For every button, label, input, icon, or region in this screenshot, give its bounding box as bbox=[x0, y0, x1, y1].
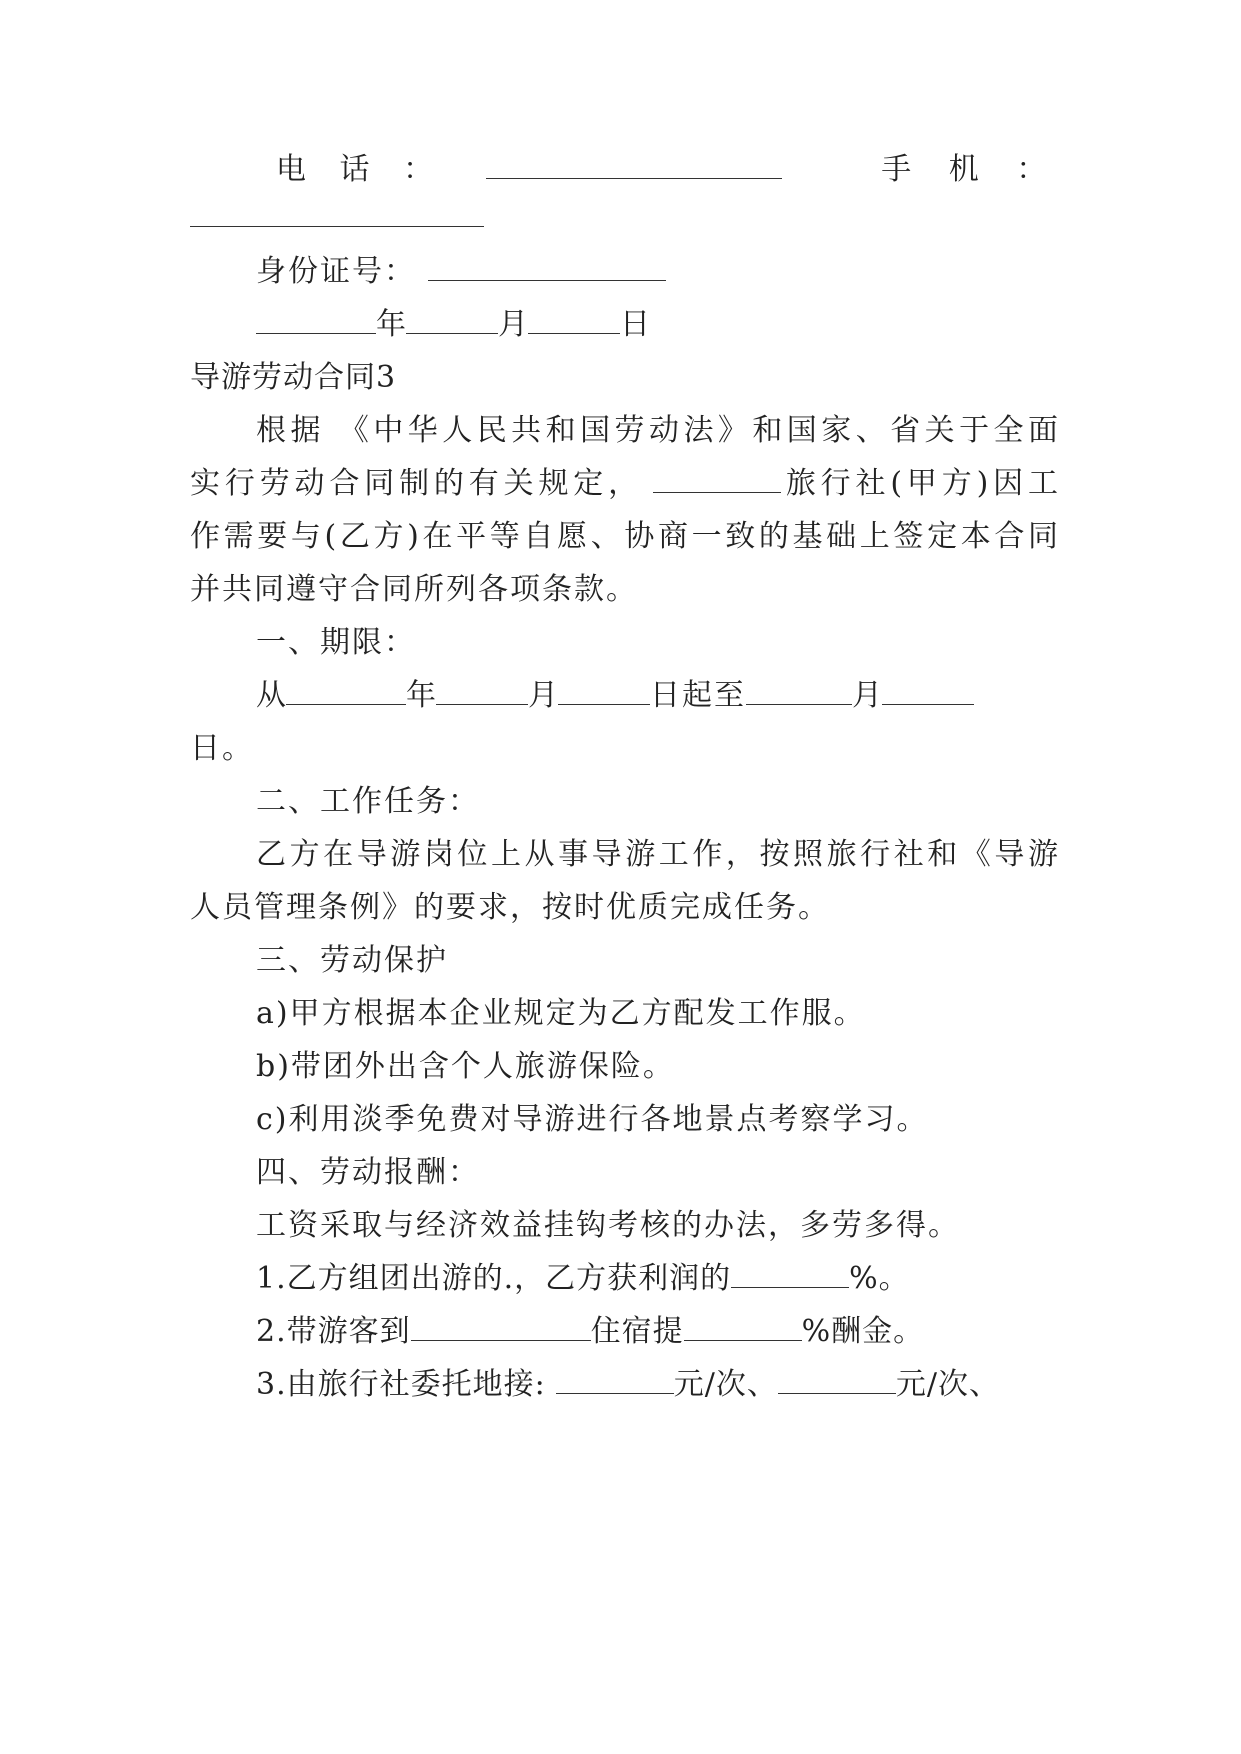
commission-percent-blank bbox=[684, 1314, 802, 1341]
term-end-month-blank bbox=[746, 678, 852, 705]
travel-agency-blank bbox=[653, 466, 781, 493]
term-year: 年 bbox=[406, 678, 436, 713]
contact-line bbox=[276, 150, 1060, 190]
section-4-item-1 bbox=[256, 1259, 910, 1299]
document-page bbox=[190, 0, 1061, 1754]
item-3-unit-1: 元/次、 bbox=[673, 1367, 778, 1402]
section-3-heading: 三、劳动保护 bbox=[256, 943, 448, 978]
section-4-heading: 四、劳动报酬： bbox=[256, 1155, 480, 1190]
term-day-end: 日。 bbox=[190, 731, 254, 766]
item-3-pre: 3.由旅行社委托地接: bbox=[256, 1367, 546, 1402]
section-2-line-2: 人员管理条例》的要求，按时优质完成任务。 bbox=[190, 890, 830, 925]
hotel-blank bbox=[411, 1314, 591, 1341]
intro-line-4: 并共同遵守合同所列各项条款。 bbox=[190, 572, 638, 607]
item-2-pre: 2.带游客到 bbox=[256, 1314, 411, 1349]
date-day-blank bbox=[528, 307, 620, 334]
term-line bbox=[256, 676, 974, 716]
section-3-item-b: b)带团外出含个人旅游保险。 bbox=[256, 1049, 675, 1084]
id-blank bbox=[428, 254, 666, 281]
mobile-blank-line bbox=[190, 198, 484, 238]
intro-line-2 bbox=[190, 464, 1058, 504]
local-fee-blank-2 bbox=[778, 1367, 896, 1394]
term-from: 从 bbox=[256, 678, 286, 713]
intro-line-2-post: 旅行社(甲方)因工 bbox=[780, 466, 1058, 501]
date-year-label: 年 bbox=[376, 307, 406, 342]
term-month-2: 月 bbox=[852, 678, 882, 713]
intro-line-2-pre: 实行劳动合同制的有关规定， bbox=[190, 466, 643, 501]
id-label: 身份证号： bbox=[256, 254, 416, 289]
id-line bbox=[256, 252, 666, 292]
section-3-item-c: c)利用淡季免费对导游进行各地景点考察学习。 bbox=[256, 1102, 929, 1137]
term-day-blank bbox=[558, 678, 650, 705]
phone-blank bbox=[486, 152, 782, 179]
intro-line-3: 作需要与(乙方)在平等自愿、协商一致的基础上签定本合同 bbox=[190, 519, 1058, 554]
local-fee-blank-1 bbox=[556, 1367, 674, 1394]
date-year-blank bbox=[256, 307, 376, 334]
mobile-label: 手 机 ： bbox=[881, 152, 1061, 187]
item-1-post: %。 bbox=[849, 1261, 910, 1296]
section-1-heading: 一、期限： bbox=[256, 625, 416, 660]
item-2-mid: 住宿提 bbox=[590, 1314, 684, 1349]
date-month-blank bbox=[406, 307, 498, 334]
section-3-item-a: a)甲方根据本企业规定为乙方配发工作服。 bbox=[256, 996, 866, 1031]
intro-line-1: 根据 《中华人民共和国劳动法》和国家、省关于全面 bbox=[256, 413, 1058, 448]
profit-percent-blank bbox=[731, 1261, 849, 1288]
term-end-day-blank bbox=[882, 678, 974, 705]
item-2-post: %酬金。 bbox=[801, 1314, 925, 1349]
date-day-label: 日 bbox=[620, 307, 650, 342]
date-month-label: 月 bbox=[498, 307, 528, 342]
item-1-pre: 1.乙方组团出游的.，乙方获利润的 bbox=[256, 1261, 732, 1296]
term-year-blank bbox=[286, 678, 406, 705]
term-month: 月 bbox=[528, 678, 558, 713]
contract-title: 导游劳动合同3 bbox=[190, 360, 397, 395]
date-line bbox=[256, 305, 650, 345]
mobile-blank bbox=[190, 200, 484, 227]
term-month-blank bbox=[436, 678, 528, 705]
section-4-item-3 bbox=[256, 1365, 1000, 1405]
item-3-unit-2: 元/次、 bbox=[895, 1367, 1000, 1402]
phone-label: 电 话 ： bbox=[276, 152, 446, 187]
section-4-intro: 工资采取与经济效益挂钩考核的办法，多劳多得。 bbox=[256, 1208, 960, 1243]
term-day-until: 日起至 bbox=[650, 678, 746, 713]
section-2-heading: 二、工作任务： bbox=[256, 784, 480, 819]
section-2-line-1: 乙方在导游岗位上从事导游工作，按照旅行社和《导游 bbox=[256, 837, 1058, 872]
section-4-item-2 bbox=[256, 1312, 924, 1352]
